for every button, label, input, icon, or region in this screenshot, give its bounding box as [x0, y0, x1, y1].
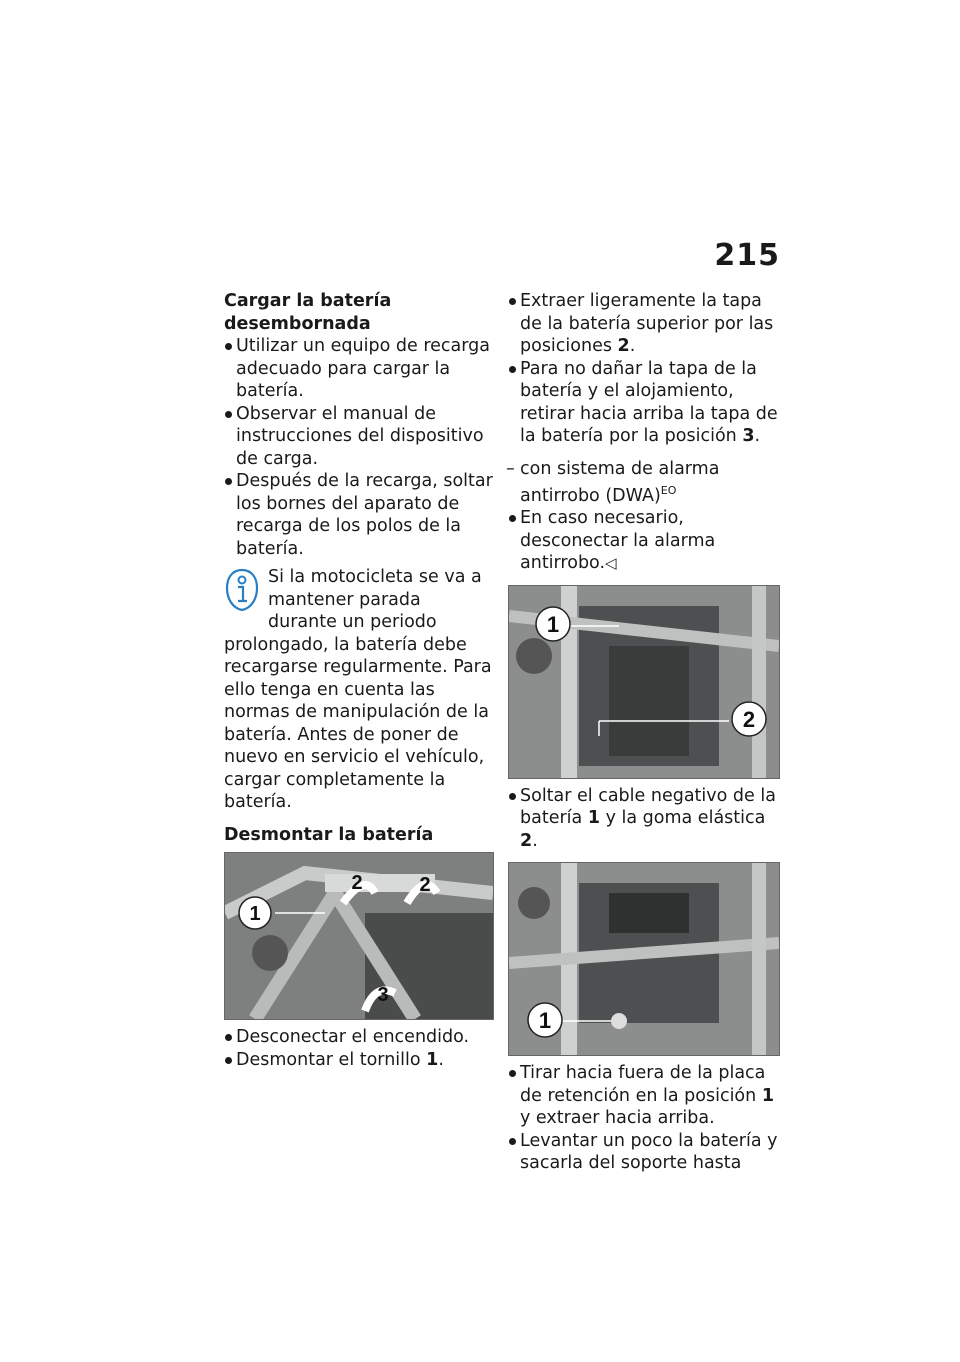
callout-label: 3 — [377, 984, 389, 1006]
bullet-item: Soltar el cable negativo de la batería 1 y la goma elástica 2. — [508, 785, 784, 853]
bullet-item: Desmontar el tornillo 1. — [224, 1049, 494, 1072]
callout-label: 2 — [419, 874, 431, 896]
note-text: Si la motocicleta se va a mantener parada durante un periodo prolongado, la batería debe recargarse regularmente. Para ello tenga en cuenta las normas de manipulación de la batería. Antes de poner de nuevo en servicio el vehículo, cargar completamente la batería. — [224, 567, 492, 812]
callout-label: 1 — [538, 1008, 552, 1034]
figure-retaining-plate — [508, 862, 780, 1056]
callout-label: 2 — [351, 872, 363, 894]
bullet-item: Observar el manual de instrucciones del dispositivo de carga. — [224, 403, 494, 471]
callout-label: 1 — [546, 611, 560, 637]
bullet-item: Para no dañar la tapa de la batería y el alojamiento, retirar hacia arriba la tapa de la batería por la posición 3. — [508, 358, 784, 448]
page-number: 215 — [714, 238, 780, 273]
left-column — [224, 290, 494, 1071]
heading-charge-battery: Cargar la batería desembornada — [224, 291, 392, 334]
ref-number: 1 — [426, 1049, 439, 1070]
bullet-item: Desconectar el encendido. — [224, 1026, 494, 1049]
ref-number: 2 — [617, 336, 630, 356]
right-column — [508, 290, 784, 1175]
info-icon — [224, 568, 260, 612]
bullet-item: Después de la recarga, soltar los bornes del aparato de recarga de los polos de la batería. — [224, 470, 494, 560]
callout-label: 1 — [249, 903, 261, 925]
heading-remove-battery: Desmontar la batería — [224, 824, 434, 845]
option-code: EO — [660, 484, 677, 497]
end-mark-icon: ◁ — [605, 554, 617, 573]
photo-frame-cover — [225, 853, 493, 1019]
photo-frame-plate — [509, 863, 779, 1055]
bullet-item: Levantar un poco la batería y sacarla del soporte hasta — [508, 1130, 784, 1175]
photo-frame-cable — [509, 586, 779, 778]
bullet-item: Tirar hacia fuera de la placa de retención en la posición 1 y extraer hacia arriba. — [508, 1062, 784, 1130]
bullet-item: Utilizar un equipo de recarga adecuado para cargar la batería. — [224, 335, 494, 403]
ref-number: 3 — [742, 426, 755, 446]
figure-battery-cover — [224, 852, 494, 1020]
info-note — [224, 566, 494, 814]
condition-item: – con sistema de alarma antirrobo (DWA)$^{EO}$ — [508, 458, 784, 508]
callout-label: 2 — [742, 706, 756, 732]
figure-battery-cable — [508, 585, 780, 779]
bullet-item: Extraer ligeramente la tapa de la batería superior por las posiciones 2. — [508, 290, 784, 358]
bullet-item: En caso necesario, desconectar la alarma antirrobo.◁ — [508, 507, 784, 575]
